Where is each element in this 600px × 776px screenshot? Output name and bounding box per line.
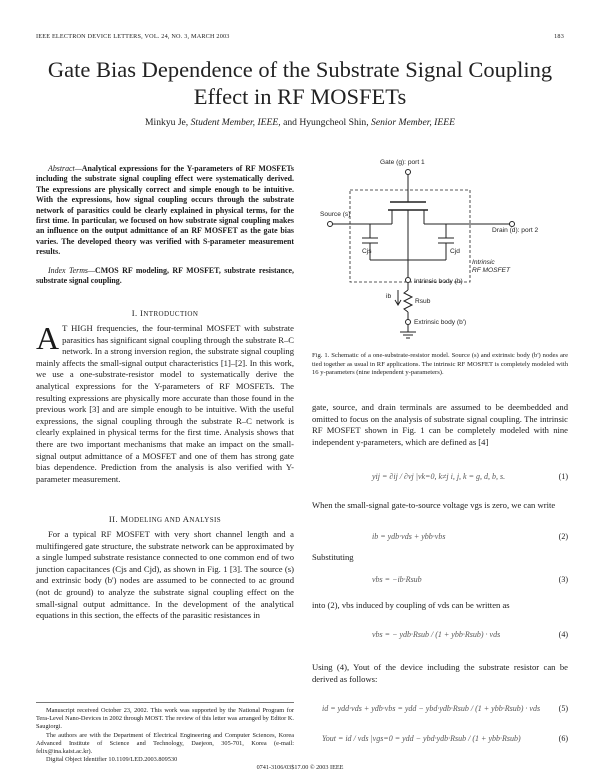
index-terms-text: CMOS RF modeling, RF MOSFET, substrate resistance, substrate signal coupling. — [36, 266, 294, 286]
author-1: Minkyu Je, — [145, 117, 189, 128]
equation-6-number: (6) — [558, 734, 568, 743]
label-intrinsic-body: Intrinsic body (b) — [414, 278, 463, 285]
author-1-role: Student Member, IEEE, — [190, 117, 281, 128]
label-cjd: Cjd — [450, 248, 460, 255]
equation-2 — [312, 528, 568, 550]
equation-1 — [312, 468, 568, 490]
right-paragraph-2: When the small-signal gate-to-source voltage vgs is zero, we can write — [312, 500, 556, 510]
intrinsic-box — [350, 190, 470, 282]
section-title: NTRODUCTION — [143, 310, 199, 318]
footnote-doi: Digital Object Identifier 10.1109/LED.2003.809530 — [46, 756, 178, 764]
equation-4-number: (4) — [558, 630, 568, 639]
label-drain: Drain (d): port 2 — [492, 227, 539, 234]
label-gate: Gate (g): port 1 — [380, 159, 425, 166]
index-terms-label: Index Terms— — [48, 266, 96, 275]
copyright-line: 0741-3106/03$17.00 © 2003 IEEE — [256, 764, 344, 771]
label-extrinsic-body: Extrinsic body (b') — [414, 319, 467, 326]
author-line — [40, 117, 560, 128]
label-cjs: Cjs — [362, 248, 372, 255]
intro-paragraph: T HIGH frequencies, the four-terminal MOSFET with substrate parasitics has significant signal coupling through the substrate R–C network. In a strong inversion region, the substrate signal coupling mainly affects the small-signal output characteristics [1]–[2]. In this work, we use a one-substrate-resistor model to systematically derive the analytical expressions for the Y-parameters of RF MOSFETs. The resulting expressions are physically more accurate than those found in the previous work [3] and are simple enough to be intuitive. With the useful expressions, the signal coupling through the substrate R–C network is clearly explained in physical terms for the first time. Analysis shows that there are two important mechanisms that make an impact on the small-signal output admittance of a MOSFET and one of them has strong gate bias dependence. Prediction from the analysis is also verified with Y-parameter measurement. — [36, 323, 294, 484]
equation-5-body: id = ydd·vds + ydb·vbs = ydd − ybd·ydb·Rsub / (1 + ybb·Rsub) · vds — [322, 704, 541, 713]
mosfet-schematic — [320, 152, 568, 342]
section-number: II. M — [108, 514, 129, 524]
running-head — [36, 33, 564, 40]
modeling-text — [36, 529, 294, 622]
index-terms — [36, 266, 294, 287]
author-2-role: Senior Member, IEEE — [371, 117, 455, 128]
label-ib: ib — [386, 293, 392, 300]
equation-6 — [312, 730, 568, 752]
section-title-part: A — [182, 514, 190, 524]
equation-2-body: ib = ydb·vds + ybb·vbs — [372, 532, 446, 541]
equation-5-number: (5) — [558, 704, 568, 713]
modeling-paragraph: For a typical RF MOSFET with very short channel length and a multifingered gate structure, the substrate network can be approximated by a single lumped substrate resistance connected to one common end of two junction capacitances (Cjs and Cjd), as shown in Fig. 1 [3]. The source (s) and extrinsic body (b') nodes are assumed to be connected to ac ground (not dc ground) to analyze the substrate signal coupling effect on the small-signal output admittance. In the development of the analytical equations in this section, the effects of the parasitic resistances in — [36, 529, 294, 621]
section-title-part: ODELING AND — [128, 516, 183, 524]
section-heading-modeling — [36, 514, 294, 524]
right-paragraph-4: into (2), vbs induced by coupling of vds can be written as — [312, 600, 510, 610]
footnote — [36, 702, 294, 764]
equation-1-body: yij = ∂ij / ∂vj |vk=0, k≠j i, j, k = g, d, b, s. — [372, 472, 506, 481]
introduction-text — [36, 320, 294, 485]
author-2: and Hyungcheol Shin, — [283, 117, 369, 128]
journal-header: IEEE ELECTRON DEVICE LETTERS, VOL. 24, NO. 3, MARCH 2003 — [36, 33, 230, 40]
paper-title: Gate Bias Dependence of the Substrate Signal Coupling Effect in RF MOSFETs — [47, 57, 553, 109]
footnote-affiliation: The authors are with the Department of Electrical Engineering and Computer Sciences, Korea Advanced Institute of Science and Technology, Daejeon, 305-701, Korea (e-mail: felix@ina.kaist.ac.kr). — [36, 731, 294, 756]
equation-1-number: (1) — [558, 472, 568, 481]
section-title-part: NALYSIS — [189, 516, 222, 524]
equation-3-body: vbs = −ib·Rsub — [372, 575, 422, 584]
equation-5 — [312, 700, 568, 722]
equation-4 — [312, 626, 568, 648]
equation-3 — [312, 571, 568, 593]
footnote-manuscript: Manuscript received October 23, 2002. This work was supported by the National Program for Tera-Level Nano-Devices in 2002 through MOST. The review of this letter was arranged by Editor K. Saugiorgi. — [36, 707, 294, 731]
label-rf-mosfet: RF MOSFET — [472, 267, 510, 274]
equation-4-body: vbs = − ydb·Rsub / (1 + ybb·Rsub) · vds — [372, 630, 501, 639]
abstract-label: Abstract— — [48, 164, 82, 173]
equation-6-body: Yout = id / vds |vgs=0 = ydd − ybd·ydb·Rsub / (1 + ybb·Rsub) — [322, 734, 521, 743]
equation-3-number: (3) — [558, 575, 568, 584]
right-paragraph-3: Substituting — [312, 552, 354, 562]
label-source: Source (s) — [320, 211, 351, 218]
figure-caption: Fig. 1. Schematic of a one-substrate-resistor model. Source (s) and extrinsic body (b') nodes are tied together as usual in RF applications. The intrinsic RF MOSFET is completely modeled with 16 y-parameters (nine independent y-parameters). — [312, 352, 568, 377]
right-paragraph-5: Using (4), Yout of the device including the substrate resistor can be derived as follows: — [312, 662, 568, 684]
abstract — [36, 164, 294, 258]
abstract-text: Analytical expressions for the Y-parameters of RF MOSFETs including the substrate signal coupling effect were systematically derived. The expressions are physically correct and simple enough to be intuitive. With the expressions, how signal coupling occurs through the substrate network of parasitics could be clearly explained in physical terms, for the first time. In particular, we focused on how substrate signal coupling makes an influence on the output admittance of an RF MOSFET as the gate bias varies. The developed theory was verified with S-parameter measurement results. — [36, 164, 294, 257]
drop-cap: A — [36, 320, 60, 356]
gate-node — [406, 170, 411, 175]
page-number: 183 — [554, 33, 564, 40]
figure-1 — [320, 152, 568, 342]
right-paragraph-1: gate, source, and drain terminals are assumed to be deembedded and omitted to focus on the analysis of substrate signal coupling. The intrinsic RF MOSFET shown in Fig. 1 can be completely modeled with nine independent y-parameters, which are defined as [4] — [312, 402, 568, 447]
equation-2-number: (2) — [558, 532, 568, 541]
section-number: I. I — [131, 308, 144, 318]
label-intrinsic: Intrinsic — [472, 259, 495, 266]
section-heading-introduction — [36, 308, 294, 318]
label-rsub: Rsub — [415, 298, 431, 305]
